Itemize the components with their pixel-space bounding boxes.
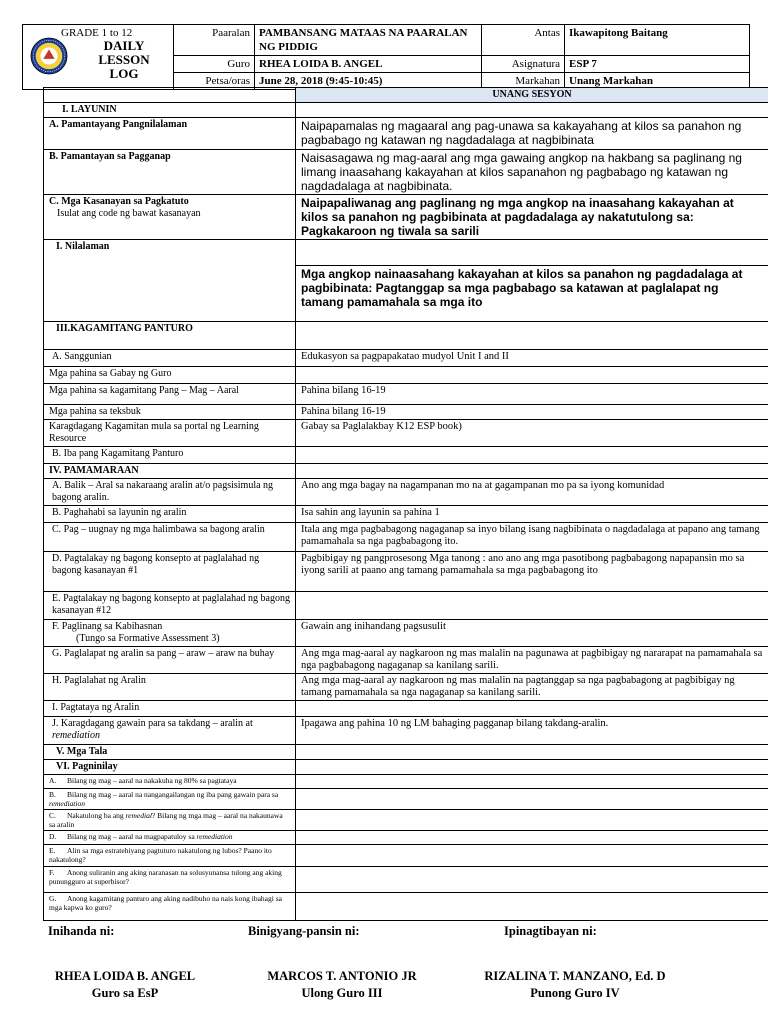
kagamitang-panturo-heading: III.KAGAMITANG PANTURO xyxy=(44,322,296,350)
noted-by-name: MARCOS T. ANTONIO JR xyxy=(267,969,417,983)
approved-by-name: RIZALINA T. MANZANO, Ed. D xyxy=(484,969,666,983)
lesson-table xyxy=(43,87,768,921)
level-value: Ikawapitong Baitang xyxy=(565,25,750,56)
karagdagang-kagamitan-label: Karagdagang Kagamitan mula sa portal ng Learning Resource xyxy=(44,420,296,447)
gabay-label: Mga pahina sa Gabay ng Guro xyxy=(44,367,296,384)
pag-uugnay-label: C. Pag – uugnay ng mga halimbawa sa bagong aralin xyxy=(44,523,296,552)
pagninilay-heading: VI. Pagninilay xyxy=(44,760,296,775)
pamantayang-pangnilalaman-value: Naipapamalas ng magaaral ang pag-unawa sa kakayahang at kilos sa panahon ng pagbabago ng katawan ng nagdadalaga at nagbibinata xyxy=(296,118,768,150)
paglinang-cell xyxy=(44,620,296,647)
pagtalakay-2-label: E. Pagtalakay ng bagong konsepto at paglalahad ng bagong kasanayan #12 xyxy=(44,592,296,620)
kasanayan-cell xyxy=(44,195,296,240)
paglalahat-value: Ang mga mag-aaral ay nagkaroon ng mas malalin na pagtanggap sa nga pagbabagong at pagbibigay ng tamang pamamahala sa nga nagaganap sa kanilang sarili. xyxy=(296,674,768,701)
date-label: Petsa/oras xyxy=(174,73,255,90)
kasanayan-label: C. Mga Kasanayan sa Pagkatuto xyxy=(49,196,189,207)
noted-by-label: Binigyang-pansin ni: xyxy=(248,924,360,938)
paglalapat-label: G. Paglalapat ng aralin sa pang – araw – araw na buhay xyxy=(44,647,296,674)
quarter-value: Unang Markahan xyxy=(565,73,750,90)
paghahabi-value: Isa sahin ang layunin sa pahina 1 xyxy=(296,506,768,523)
noted-by-role: Ulong Guro III xyxy=(301,986,383,1000)
approved-by-role: Punong Guro IV xyxy=(530,986,620,1000)
reflection-c: C. Nakatulong ba ang remedial? Bilang ng mga mag – aaral na nakaunawa sa aralin xyxy=(44,810,296,831)
sanggunian-label: A. Sanggunian xyxy=(44,350,296,367)
gabay-value xyxy=(296,367,768,384)
takdang-aralin-em: remediation xyxy=(52,730,100,741)
header-table xyxy=(22,24,750,90)
takdang-aralin-cell xyxy=(44,717,296,745)
paglinang-value: Gawain ang inihandang pagsusulit xyxy=(296,620,768,647)
pagtataya-label: I. Pagtataya ng Aralin xyxy=(44,701,296,717)
kagamitang-mag-value: Pahina bilang 16-19 xyxy=(296,384,768,405)
grade-cell xyxy=(23,25,174,90)
approved-by-label: Ipinagtibayan ni: xyxy=(504,924,597,938)
kasanayan-value: Naipapaliwanag ang paglinang ng mga angkop na inaasahang kakayahan at kilos sa panahon ng pagbibinata at pagdadalaga ay nakatutulong sa: Pagkakaroon ng tiwala sa sarili xyxy=(296,195,768,240)
subject-label: Asignatura xyxy=(482,56,565,73)
takdang-aralin-label: J. Karagdagang gawain para sa takdang – aralin at xyxy=(52,718,253,729)
paglalahat-label: H. Paglalahat ng Aralin xyxy=(44,674,296,701)
teksbuk-label: Mga pahina sa teksbuk xyxy=(44,405,296,420)
pamantayan-pagganap-label: B. Pamantayan sa Pagganap xyxy=(44,150,296,195)
paglinang-label: F. Paglinang sa Kabihasnan xyxy=(52,621,163,632)
pamamaraan-heading: IV. PAMAMARAAN xyxy=(44,464,296,479)
nilalaman-value: Mga angkop nainaasahang kakayahan at kilos sa panahon ng pagdadalaga at pagbibinata: Pagtanggap sa mga pagbabago sa katawan at paglalapat ng tamang pamamahala sa mga ito xyxy=(296,266,768,322)
reflection-b: B. Bilang ng mag – aaral na nangangailangan ng iba pang gawain para sa remediation xyxy=(44,789,296,810)
school-label: Paaralan xyxy=(174,25,255,56)
reflection-f: F. Anong suliranin ang aking naranasan na solusyunansa tulong ang aking punungguro at superbisor? xyxy=(44,867,296,893)
reflection-a: A. Bilang ng mag – aaral na nakakuha ng 80% sa pagtataya xyxy=(44,775,296,789)
iba-pang-kagamitan-label: B. Iba pang Kagamitang Panturo xyxy=(44,447,296,464)
kasanayan-sub: Isulat ang code ng bawat kasanayan xyxy=(57,208,201,219)
layunin-heading: I. LAYUNIN xyxy=(44,103,296,118)
pag-uugnay-value: Itala ang mga pagbabagong nagaganap sa inyo bilang isang nagbibinata o nagdadalaga at papano ang tamang pamamahala sa nga pagbabagong ito. xyxy=(296,523,768,552)
grade-label: GRADE 1 to 12 xyxy=(61,27,133,39)
pamantayan-pagganap-value: Naisasagawa ng mag-aaral ang mga gawaing angkop na hakbang sa paglinang ng limang inaasahang kakayahan at kilos sapanahon ng pagbabago ng katawan ng nagdadalaga at nagbibinata. xyxy=(296,150,768,195)
reflection-g: G. Anong kagamitang panturo ang aking nadibuho na nais kong ibahagi sa mga kapwa ko guro? xyxy=(44,893,296,921)
reflection-e: E. Alin sa mga estratehiyang pagtuturo nakatulong ng lubos? Paano ito nakatulong? xyxy=(44,845,296,867)
paglalapat-value: Ang mga mag-aaral ay nagkaroon ng mas malalin na pagunawa at pagbibigay ng nararapat na pamamahala sa nga pagbabagong nagaganap sa kanilang sarili. xyxy=(296,647,768,674)
prepared-by-role: Guro sa EsP xyxy=(91,986,159,1000)
takdang-aralin-value: Ipagawa ang pahina 10 ng LM bahaging pagganap bilang takdang-aralin. xyxy=(296,717,768,745)
subject-value: ESP 7 xyxy=(565,56,750,73)
sanggunian-value: Edukasyon sa pagpapakatao mudyol Unit I and II xyxy=(296,350,768,367)
pagtalakay-1-label: D. Pagtalakay ng bagong konsepto at paglalahad ng bagong kasanayan #1 xyxy=(44,552,296,592)
school-value: PAMBANSANG MATAAS NA PAARALAN NG PIDDIG xyxy=(255,25,482,56)
teacher-value: RHEA LOIDA B. ANGEL xyxy=(255,56,482,73)
dll-title: DAILY LESSON LOG xyxy=(98,38,150,81)
quarter-label: Markahan xyxy=(482,73,565,90)
date-value: June 28, 2018 (9:45-10:45) xyxy=(255,73,482,90)
balik-aral-value: Ano ang mga bagay na nagampanan mo na at gagampanan mo pa sa iyong komunidad xyxy=(296,479,768,506)
prepared-by-name: RHEA LOIDA B. ANGEL xyxy=(54,969,196,983)
level-label: Antas xyxy=(482,25,565,56)
teksbuk-value: Pahina bilang 16-19 xyxy=(296,405,768,420)
mga-tala-heading: V. Mga Tala xyxy=(44,745,296,760)
prepared-by-label: Inihanda ni: xyxy=(48,924,115,938)
session-header: UNANG SESYON xyxy=(296,88,768,103)
pagtalakay-1-value: Pagbibigay ng pangprosesong Mga tanong : ano ano ang mga pasotibong pagbabagong napapansin mo sa iyong sarili at paano ang tamang pamamahala sa mga pagbabagong ito xyxy=(296,552,768,592)
karagdagang-kagamitan-value: Gabay sa Paglalakbay K12 ESP book) xyxy=(296,420,768,447)
paghahabi-label: B. Paghahabi sa layunin ng aralin xyxy=(44,506,296,523)
reflection-d: D. Bilang ng mag – aaral na magpapatuloy sa remediation xyxy=(44,831,296,845)
pamantayang-pangnilalaman-label: A. Pamantayang Pangnilalaman xyxy=(44,118,296,150)
paglinang-sub: (Tungo sa Formative Assessment 3) xyxy=(76,633,220,644)
kagamitang-mag-label: Mga pahina sa kagamitang Pang – Mag – Aaral xyxy=(44,384,296,405)
teacher-label: Guro xyxy=(174,56,255,73)
balik-aral-label: A. Balik – Aral sa nakaraang aralin at/o pagsisimula ng bagong aralin. xyxy=(44,479,296,506)
nilalaman-label: I. Nilalaman xyxy=(44,240,296,322)
